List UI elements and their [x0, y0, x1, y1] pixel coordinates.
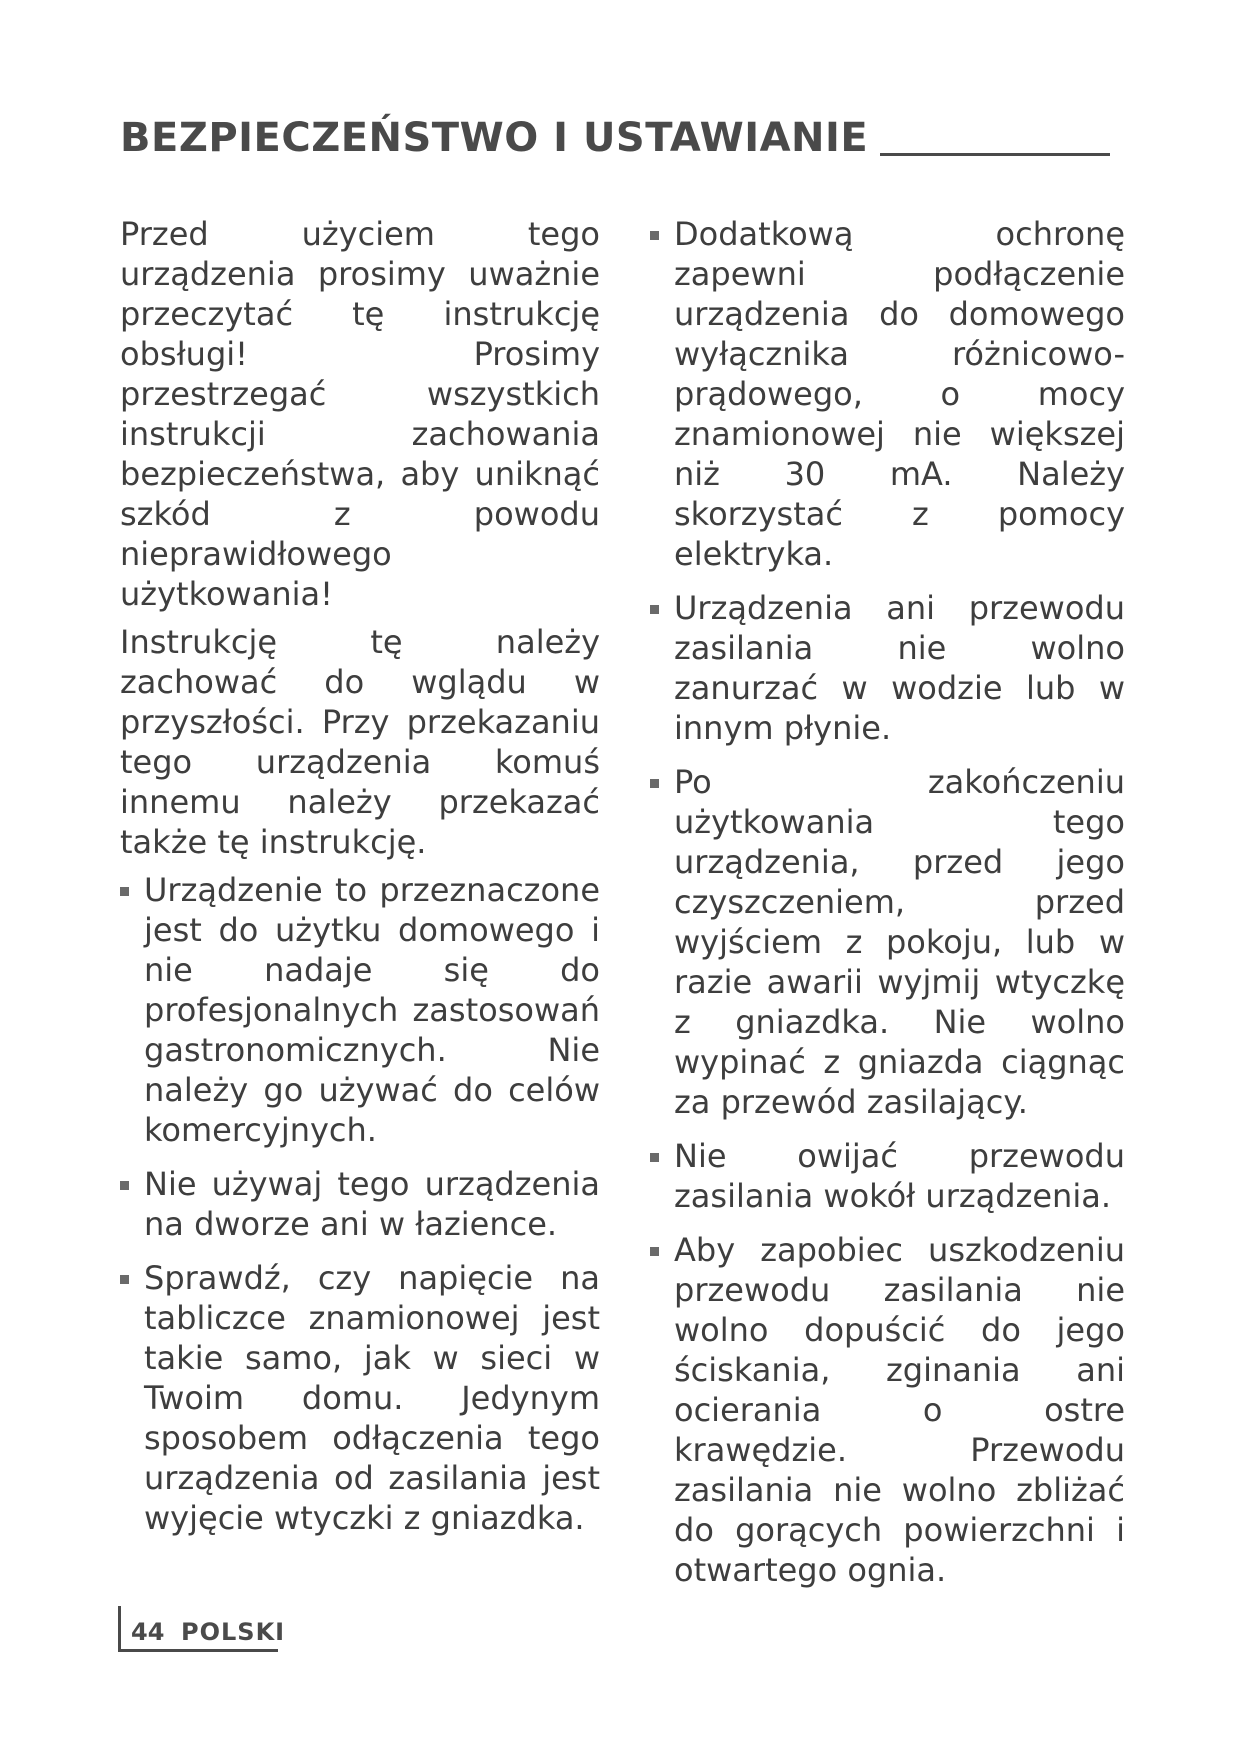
safety-list-left: [120, 870, 600, 1538]
list-item-text: Dodatkową ochronę zapewni podłączenie urządzenia do domowego wyłącznika różnicowo-prądowego, o mocy znamionowej nie większej niż 30 mA. Należy skorzystać z pomocy elektryka.: [674, 215, 1125, 573]
list-item-text: Urządzenia ani przewodu zasilania nie wolno zanurzać w wodzie lub w innym płynie.: [674, 589, 1125, 747]
intro-paragraph: Przed użyciem tego urządzenia prosimy uważnie przeczytać tę instrukcję obsługi! Prosimy przestrzegać wszystkich instrukcji zachowania bezpieczeństwa, aby uniknąć szkód z powodu nieprawidłowego użytkowania!: [120, 215, 600, 613]
list-item: [650, 214, 1125, 574]
heading-rule: [880, 153, 1110, 156]
language-label: POLSKI: [181, 1618, 286, 1646]
list-item: [120, 1258, 600, 1538]
safety-list-right: [650, 214, 1125, 1590]
keep-instructions-paragraph: Instrukcję tę należy zachować do wglądu w przyszłości. Przy przekazaniu tego urządzenia komuś innemu należy przekazać także tę instrukcję.: [120, 623, 600, 861]
square-bullet-icon: [120, 1275, 129, 1284]
left-column: [120, 214, 600, 1552]
right-column: [650, 214, 1125, 1604]
list-item: [120, 870, 600, 1150]
list-item-text: Nie owijać przewodu zasilania wokół urządzenia.: [674, 1137, 1125, 1215]
square-bullet-icon: [120, 887, 129, 896]
list-item-text: Nie używaj tego urządzenia na dworze ani w łazience.: [144, 1165, 600, 1243]
square-bullet-icon: [120, 1181, 129, 1190]
list-item-text: Aby zapobiec uszkodzeniu przewodu zasilania nie wolno dopuścić do jego ściskania, zginania ani ocierania o ostre krawędzie. Przewodu zasilania nie wolno zbliżać do gorących powierzchni i otwartego ognia.: [674, 1231, 1125, 1589]
square-bullet-icon: [650, 1247, 659, 1256]
list-item-text: Po zakończeniu użytkowania tego urządzenia, przed jego czyszczeniem, przed wyjściem z pokoju, lub w razie awarii wyjmij wtyczkę z gniazdka. Nie wolno wypinać z gniazda ciągnąc za przewód zasilający.: [674, 763, 1125, 1121]
square-bullet-icon: [650, 779, 659, 788]
list-item-text: Sprawdź, czy napięcie na tabliczce znamionowej jest takie samo, jak w sieci w Twoim domu. Jedynym sposobem odłączenia tego urządzenia od zasilania jest wyjęcie wtyczki z gniazdka.: [144, 1259, 600, 1537]
page-number: 44: [131, 1618, 165, 1646]
section-heading: [120, 115, 1110, 161]
square-bullet-icon: [650, 1153, 659, 1162]
list-item: [650, 762, 1125, 1122]
list-item-text: Urządzenie to przeznaczone jest do użytku domowego i nie nadaje się do profesjonalnych zastosowań gastronomicznych. Nie należy go używać do celów komercyjnych.: [144, 871, 600, 1149]
list-item: [650, 1136, 1125, 1216]
square-bullet-icon: [650, 231, 659, 240]
list-item: [650, 1230, 1125, 1590]
list-item: [650, 588, 1125, 748]
page-footer: [118, 1606, 286, 1652]
square-bullet-icon: [650, 605, 659, 614]
list-item: [120, 1164, 600, 1244]
page-title: BEZPIECZEŃSTWO I USTAWIANIE: [120, 115, 869, 161]
